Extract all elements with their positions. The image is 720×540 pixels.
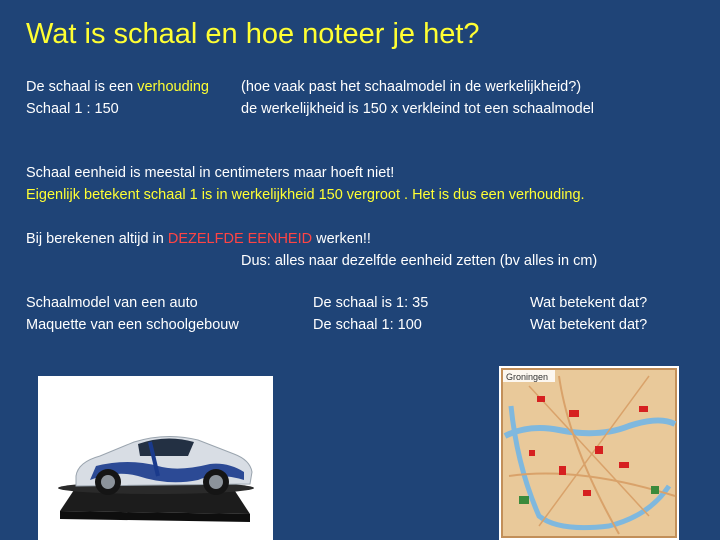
- example-item-2: Maquette van een schoolgebouw: [26, 317, 239, 333]
- same-unit-rule: [26, 230, 371, 248]
- meaning-note: Eigenlijk betekent schaal 1 is in werkelijkheid 150 vergroot . Het is dus een verhouding.: [26, 187, 585, 203]
- map-label: Groningen: [506, 372, 549, 382]
- same-unit-suffix: werken!!: [312, 231, 371, 247]
- same-unit-prefix: Bij berekenen altijd in: [26, 231, 168, 247]
- same-unit-explanation: Dus: alles naar dezelfde eenheid zetten (bv alles in cm): [241, 253, 598, 269]
- same-unit-highlight: DEZELFDE EENHEID: [167, 231, 313, 247]
- definition-explanation: (hoe vaak past het schaalmodel in de werkelijkheid?): [241, 79, 582, 95]
- definition-prefix: De schaal is een: [26, 79, 138, 95]
- example-item-1: Schaalmodel van een auto: [26, 295, 198, 311]
- slide-title: Wat is schaal en hoe noteer je het?: [26, 18, 480, 50]
- example-question-2: Wat betekent dat?: [530, 317, 648, 333]
- scale-explanation: de werkelijkheid is 150 x verkleind tot een schaalmodel: [241, 101, 595, 117]
- example-question-1: Wat betekent dat?: [530, 295, 648, 311]
- definition-line: [26, 78, 209, 96]
- city-map-image: [499, 366, 679, 540]
- example-scale-1: De schaal is 1: 35: [313, 295, 429, 311]
- definition-highlight: verhouding: [137, 79, 209, 95]
- example-scale-2: De schaal 1: 100: [313, 317, 422, 333]
- car-model-photo: [38, 376, 273, 540]
- scale-example: Schaal 1 : 150: [26, 101, 119, 117]
- unit-note: Schaal eenheid is meestal in centimeters maar hoeft niet!: [26, 165, 395, 181]
